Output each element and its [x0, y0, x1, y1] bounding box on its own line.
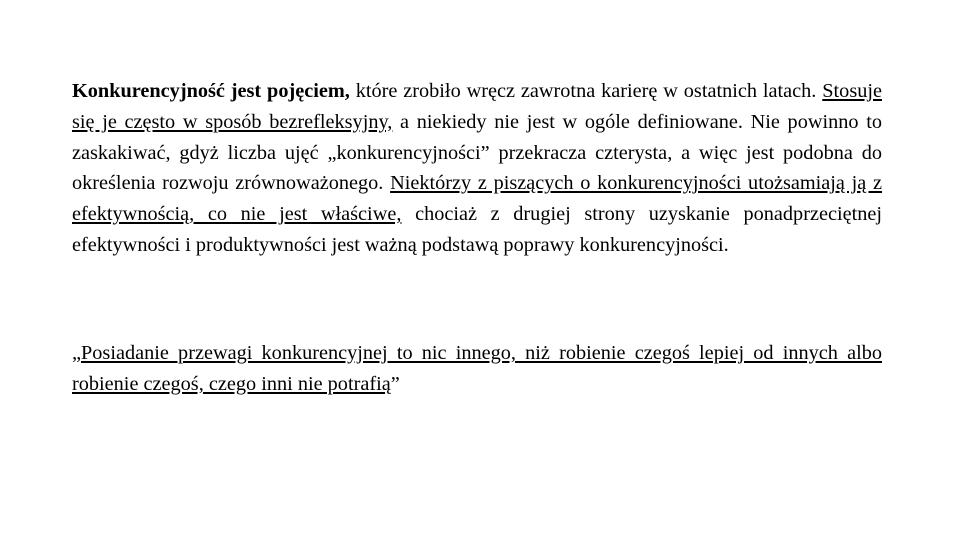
underlined-segment-a: Stosuje się je często w sposób bezrefleksyjny, — [72, 80, 882, 133]
underlined-quote: Posiadanie przewagi konkurencyjnej to nic innego, niż robienie czegoś lepiej od innych albo robienie czegoś, czego inni nie potrafią — [72, 342, 882, 395]
text-segment-a: które zrobiło wręcz zawrotna karierę w ostatnich latach. — [349, 80, 823, 102]
bold-lead: Konkurencyjność jest pojęciem, — [72, 80, 350, 102]
paragraph-definition — [72, 76, 882, 261]
close-quote: ” — [390, 372, 400, 395]
open-quote: „ — [72, 342, 82, 364]
text-segment-b: a niekiedy nie jest w ogóle definiowane. Nie powinno to zaskakiwać, gdyż liczba ujęć „konkurencyjności” przekracza czterysta, a więc jest podobna do określenia rozwoju zrównoważonego. — [72, 110, 882, 195]
underlined-segment-b: Niektórzy z piszących o konkurencyjności utożsamiają ją z efektywnością, co nie jest właściwe, — [72, 172, 883, 226]
paragraph-quote — [72, 338, 882, 400]
text-segment-c: chociaż z drugiej strony uzyskanie ponadprzeciętnej efektywności i produktywności jest ważną podstawą poprawy konkurencyjności. — [72, 203, 882, 256]
